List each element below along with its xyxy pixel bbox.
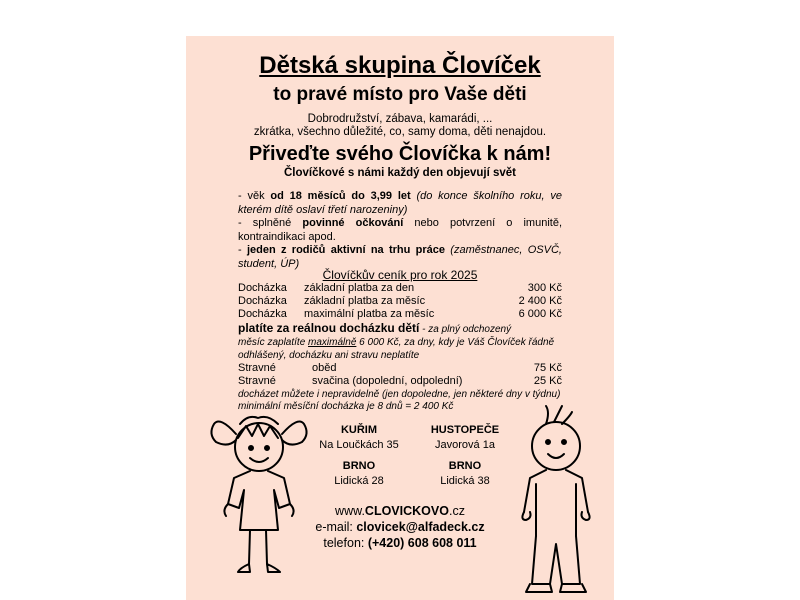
meal-row-kind: Stravné [238,375,276,387]
requirement-prefix: - splněné [238,217,303,229]
invitation-heading: Přiveďte svého Človíčka k nám! [248,143,552,165]
price-row-kind: Docházka [238,308,287,320]
right-eye [562,440,566,444]
left-pigtail [211,422,236,445]
smile [250,458,268,462]
right-hand [582,512,590,520]
girl-with-pigtails-drawing [206,412,316,592]
requirement-vaccination-rest: nebo potvrzení o imunitě, kontraindikaci apod. [238,217,562,243]
torso [536,484,576,536]
shoes [526,584,586,592]
website-prefix: www. [335,504,365,518]
tagline-line-1: Dobrodružství, zábava, kamarádi, ... [307,113,493,125]
location-address: Lidická 38 [440,475,490,487]
head [532,422,580,470]
payment-note-italic-1: - za plný odchozený [419,324,512,335]
meal-row-price: 25 Kč [533,375,562,387]
flyer [186,36,614,600]
tagline-line-2: zkrátka, všechno důležité, co, samy doma, děti nenajdou. [253,126,547,138]
left-hand [224,504,228,516]
website-name: CLOVICKOVO [364,504,449,518]
location-address: Lidická 28 [334,475,384,487]
meal-row-kind: Stravné [238,362,276,374]
location-city: KUŘIM [340,424,378,436]
right-hand [290,504,294,516]
location-hustopece [410,423,520,453]
requirement-parent-work-bold: jeden z rodičů aktivní na trhu práce [246,244,446,256]
price-row-kind: Docházka [238,295,287,307]
requirement-age-range: od 18 měsíců do 3,99 let [270,190,411,202]
requirement-vaccination [238,216,562,244]
requirement-prefix: - [238,244,247,256]
location-brno-38 [410,459,520,489]
shoulders-arms [524,470,588,512]
payment-note [238,322,562,362]
location-city: BRNO [448,460,482,472]
price-row-desc: základní platba za den [304,282,415,294]
meal-row-price: 75 Kč [533,362,562,374]
requirement-prefix: - věk [238,190,271,202]
right-eye [265,446,269,450]
attendance-note-line-2: minimální měsíční docházka je 8 dnů = 2 400 Kč [238,401,454,412]
email-label: e-mail: [315,520,357,534]
requirement-age [238,189,562,217]
legs [249,530,267,564]
website-suffix: .cz [448,504,465,518]
price-row [238,295,562,308]
price-row-desc: maximální platba za měsíc [304,308,435,320]
invitation-subheading: Človíčkové s námi každý den objevují svět [283,167,516,179]
location-address: Javorová 1a [435,439,495,451]
pricelist-title: Človíčkův ceník pro rok 2025 [322,268,478,282]
email-link[interactable]: clovicek@alfadeck.cz [356,520,485,534]
phone-link[interactable]: (+420) 608 608 011 [367,536,477,550]
location-kurim [304,423,414,453]
right-pigtail [282,422,307,445]
location-city: HUSTOPEČE [430,424,500,436]
price-row [238,308,562,321]
payment-note-max: maximálně [308,337,357,348]
requirement-parent-work [238,243,562,271]
left-hand [522,512,530,520]
phone-label: telefon: [323,536,368,550]
price-row-kind: Docházka [238,282,287,294]
meal-row [238,362,562,375]
left-eye [249,446,253,450]
payment-note-italic-2: měsíc zaplatíte [238,337,309,348]
price-row-price: 2 400 Kč [518,295,562,307]
flyer-subtitle: to pravé místo pro Vaše děti [273,84,527,105]
location-brno-28 [304,459,414,489]
meal-row-desc: oběd [312,362,337,374]
meal-row-desc: svačina (dopolední, odpolední) [312,375,463,387]
smile [548,454,564,458]
attendance-note-line-1: docházet můžete i nepravidelně (jen dopoledne, jen některé dny v týdnu) [238,389,561,400]
requirement-vaccination-bold: povinné očkování [302,217,404,229]
requirement-age-note: (do konce školního roku, ve kterém dítě oslaví třetí narozeniny) [238,190,562,216]
price-row [238,282,562,295]
requirement-parent-work-note: (zaměstnanec, OSVČ, student, ÚP) [238,244,562,270]
shoes [238,564,280,572]
left-eye [546,440,550,444]
meal-row [238,375,562,388]
boy-drawing [506,408,606,598]
payment-note-bold: platíte za reálnou docházku dětí [238,321,420,335]
location-address: Na Loučkách 35 [319,439,399,451]
payment-note-italic-3: 6 000 Kč, za dny, kdy je Váš Človíček řádně odhlášený, docházku ani stravu neplatíte [238,337,555,361]
trousers [532,536,580,584]
price-row-price: 6 000 Kč [518,308,562,320]
flyer-title: Dětská skupina Človíček [259,52,541,79]
price-row-price: 300 Kč [527,282,562,294]
location-city: BRNO [342,460,376,472]
dress [228,471,290,530]
price-row-desc: základní platba za měsíc [304,295,426,307]
